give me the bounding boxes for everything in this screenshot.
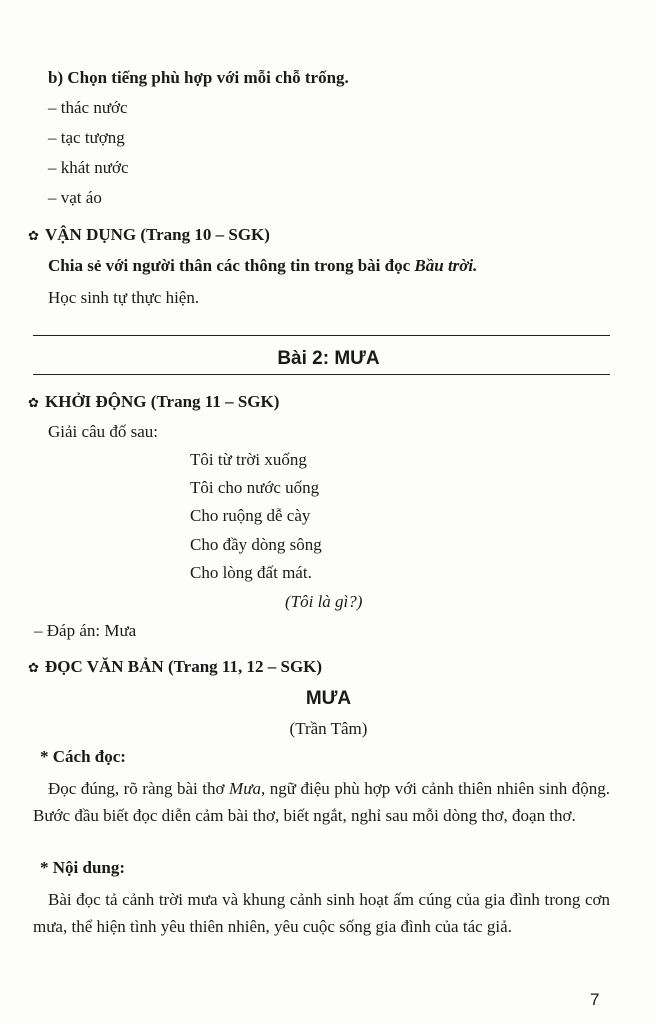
doc-van-ban-heading: ✿ ĐỌC VĂN BẢN (Trang 11, 12 – SGK) xyxy=(28,657,323,676)
riddle-line: Tôi từ trời xuống xyxy=(190,450,307,469)
flower-bullet-icon: ✿ xyxy=(28,395,39,410)
riddle-line: Tôi cho nước uống xyxy=(190,478,320,497)
van-dung-answer: Học sinh tự thực hiện. xyxy=(48,288,200,307)
khoi-dong-heading: ✿ KHỞI ĐỘNG (Trang 11 – SGK) xyxy=(28,392,280,411)
poem-title: MƯA xyxy=(305,688,352,709)
van-dung-instruction: Chia sẻ với người thân các thông tin trong bài đọc Bầu trời. xyxy=(48,256,478,275)
part-b-item: – vạt áo xyxy=(48,188,102,207)
flower-bullet-icon: ✿ xyxy=(28,228,39,243)
part-b-heading: b) Chọn tiếng phù hợp với mỗi chỗ trống. xyxy=(48,68,349,87)
poem-author: (Trần Tâm) xyxy=(289,719,368,738)
page-number: 7 xyxy=(590,990,600,1009)
flower-bullet-icon: ✿ xyxy=(28,660,39,675)
divider-top xyxy=(33,335,610,336)
riddle-line: Cho ruộng dễ cày xyxy=(190,506,311,525)
cach-doc-heading: * Cách đọc: xyxy=(40,747,126,766)
khoi-dong-answer: – Đáp án: Mưa xyxy=(34,621,137,640)
khoi-dong-prompt: Giải câu đố sau: xyxy=(48,422,158,441)
cach-doc-text: Đọc đúng, rõ ràng bài thơ Mưa, ngữ điệu phù hợp với cảnh thiên nhiên sinh động. Bước đầu biết đọc diễn cảm bài thơ, biết ngắt, nghỉ sau mỗi dòng thơ, đoạn thơ. xyxy=(33,779,611,825)
riddle-question: (Tôi là gì?) xyxy=(285,592,363,611)
riddle-line: Cho đầy dòng sông xyxy=(190,535,322,554)
divider-bottom xyxy=(33,374,610,375)
part-b-item: – tạc tượng xyxy=(48,128,125,147)
riddle-line: Cho lòng đất mát. xyxy=(190,563,312,582)
van-dung-heading: ✿ VẬN DỤNG (Trang 10 – SGK) xyxy=(28,225,270,244)
part-b-item: – khát nước xyxy=(48,158,129,177)
part-b-item: – thác nước xyxy=(48,98,128,117)
noi-dung-heading: * Nội dung: xyxy=(40,858,126,877)
noi-dung-text: Bài đọc tả cảnh trời mưa và khung cảnh sinh hoạt ấm cúng của gia đình trong cơn mưa, thể hiện tình yêu thiên nhiên, yêu cuộc sống gia đình của tác giả. xyxy=(33,890,610,936)
lesson-title: Bài 2: MƯA xyxy=(277,348,380,369)
